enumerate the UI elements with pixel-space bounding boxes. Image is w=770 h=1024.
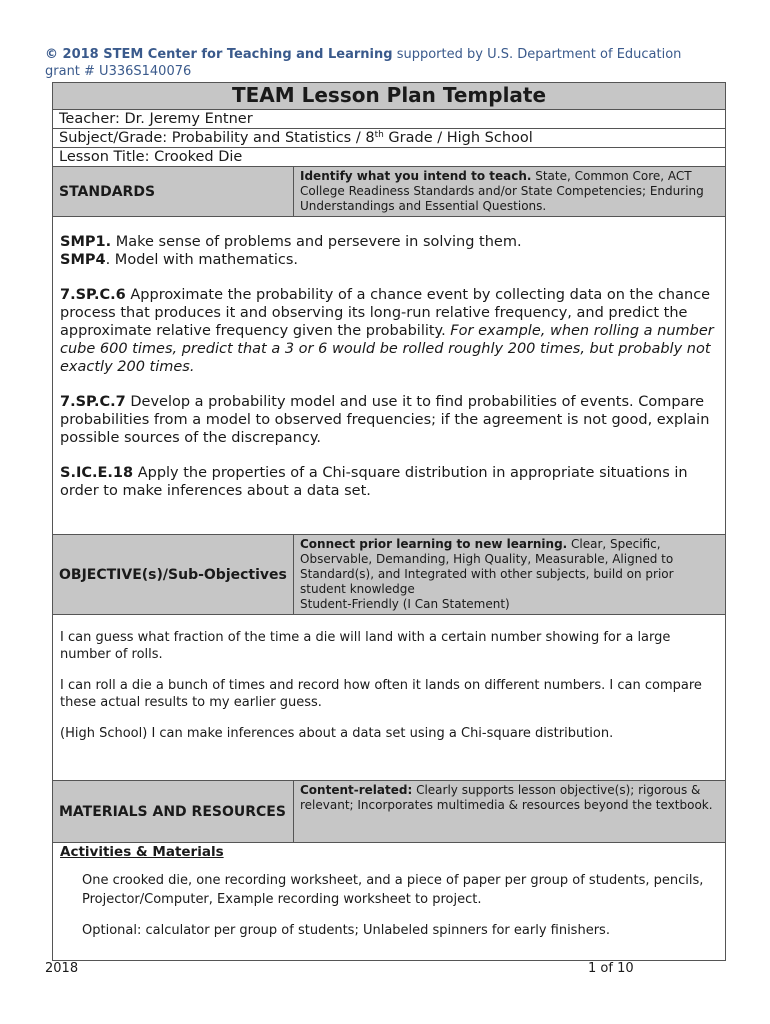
standards-content: [53, 217, 726, 535]
materials-desc-text: Clearly supports lesson objective(s); rigorous & relevant; Incorporates multimedia & resources beyond the textbook.: [300, 783, 713, 812]
subject-sup: th: [374, 130, 384, 140]
objectives-desc-line2: Student-Friendly (I Can Statement): [300, 597, 510, 611]
smp4-text: . Model with mathematics.: [105, 252, 298, 268]
materials-desc-bold: Content-related:: [300, 783, 413, 797]
objectives-content: [53, 615, 726, 781]
objectives-desc-bold: Connect prior learning to new learning.: [300, 537, 568, 551]
material-item: Optional: calculator per group of students; Unlabeled spinners for early finishers.: [82, 923, 610, 938]
standards-description: [294, 167, 726, 217]
activities-subheading: Activities & Materials: [60, 844, 224, 860]
standard-code: 7.SP.C.7: [60, 394, 126, 410]
objective-item: I can roll a die a bunch of times and record how often it lands on different numbers. I can compare these actual results to my earlier guess.: [60, 678, 702, 710]
page-title: TEAM Lesson Plan Template: [53, 83, 726, 110]
smp1-code: SMP1.: [60, 234, 112, 250]
standard-code: 7.SP.C.6: [60, 287, 126, 303]
objectives-description: [294, 535, 726, 615]
smp-list: [60, 233, 718, 269]
objective-item: (High School) I can make inferences about a data set using a Chi-square distribution.: [60, 726, 614, 741]
footer-page-number: 1 of 10: [588, 961, 634, 976]
subject-pre: Subject/Grade: Probability and Statistics / 8: [59, 130, 375, 146]
header-support: supported by U.S. Department of Education grant # U336S140076: [45, 47, 682, 79]
standard-text: Develop a probability model and use it to find probabilities of events. Compare probabilities from a model to observed frequencies; if the agreement is not good, explain possible sources of the discrepancy.: [60, 394, 710, 446]
subject-post: Grade / High School: [383, 130, 533, 146]
lesson-plan-table: [52, 82, 726, 961]
objective-item: I can guess what fraction of the time a die will land with a certain number showing for a large number of rolls.: [60, 630, 671, 662]
standard-text: Apply the properties of a Chi-square distribution in appropriate situations in order to make inferences about a data set.: [60, 465, 688, 499]
subject-row: [53, 129, 726, 148]
standard-sice18: [60, 464, 718, 500]
lesson-title-row: Lesson Title: Crooked Die: [53, 148, 726, 167]
footer-year: 2018: [45, 961, 79, 976]
teacher-row: Teacher: Dr. Jeremy Entner: [53, 110, 726, 129]
standard-7spc6: [60, 286, 718, 376]
materials-description: [294, 781, 726, 843]
standard-example: For example, when rolling a number cube 600 times, predict that a 3 or 6 would be rolled roughly 200 times, but probably not exactly 200 times.: [60, 323, 714, 375]
materials-label: MATERIALS AND RESOURCES: [53, 781, 294, 843]
objectives-label: OBJECTIVE(s)/Sub-Objectives: [53, 535, 294, 615]
smp1-text: Make sense of problems and persevere in solving them.: [111, 234, 522, 250]
materials-content: [53, 843, 726, 961]
standard-7spc7: [60, 393, 718, 447]
standards-label: STANDARDS: [53, 167, 294, 217]
page-header: [45, 46, 685, 80]
objectives-desc-text: Clear, Specific, Observable, Demanding, High Quality, Measurable, Aligned to Standard(s), and Integrated with other subjects, build on prior student knowledge: [300, 537, 674, 596]
material-item: One crooked die, one recording worksheet, and a piece of paper per group of students, pencils, Projector/Computer, Example recording worksheet to project.: [82, 873, 704, 907]
standard-text: Approximate the probability of a chance event by collecting data on the chance process that produces it and observing its long-run relative frequency, and predict the approximate relative frequency given the probability.: [60, 287, 711, 339]
standard-code: S.IC.E.18: [60, 465, 134, 481]
smp4-code: SMP4: [60, 252, 106, 268]
header-org: © 2018 STEM Center for Teaching and Learning: [45, 47, 393, 62]
standards-desc-bold: Identify what you intend to teach.: [300, 169, 532, 183]
standards-desc-text: State, Common Core, ACT College Readiness Standards and/or State Competencies; Enduring Understandings and Essential Questions.: [300, 169, 704, 213]
